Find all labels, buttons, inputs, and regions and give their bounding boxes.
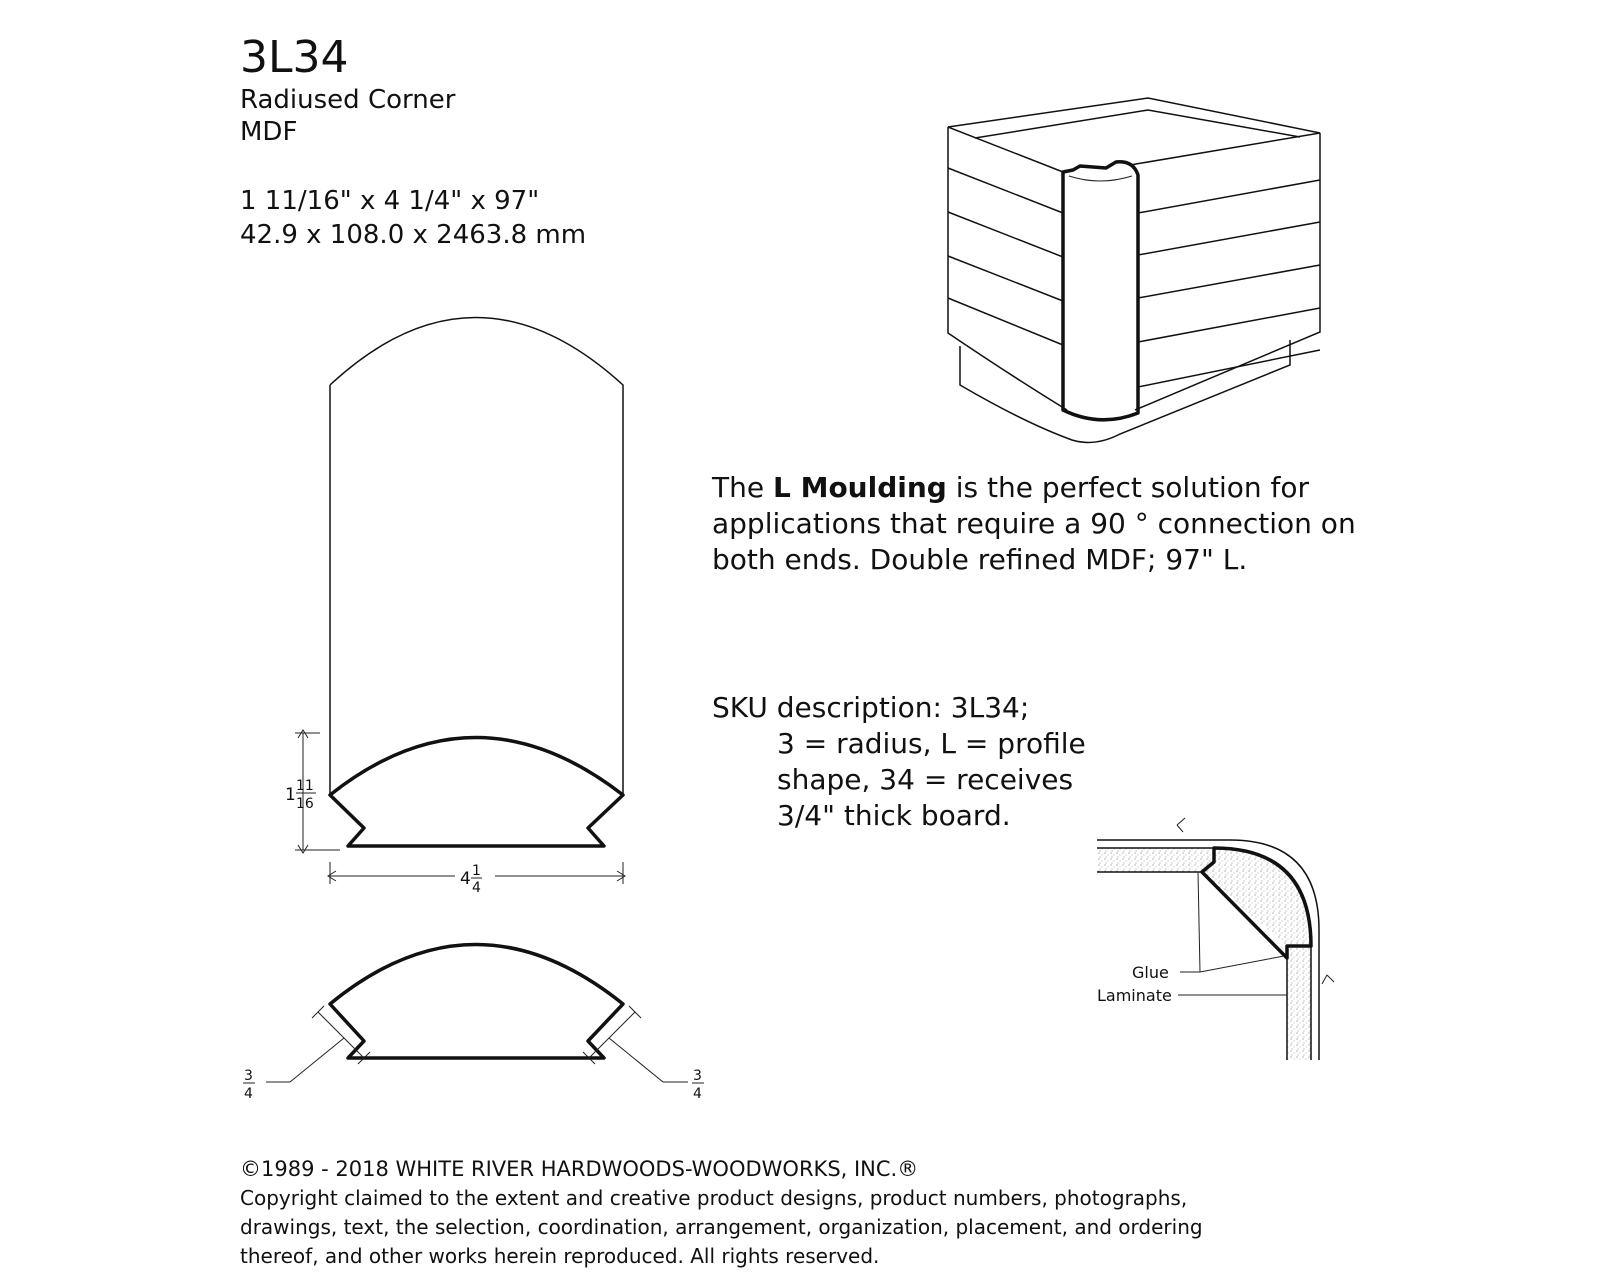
glue-label: Glue xyxy=(1132,963,1169,982)
moulding-profile-grooves xyxy=(266,945,688,1083)
sku-description: SKU description: 3L34; 3 = radius, L = profile shape, 34 = receives 3/4" thick board. xyxy=(712,691,1086,832)
width-dimension-denominator: 4 xyxy=(472,880,481,896)
width-dimension-whole: 4 xyxy=(460,869,471,889)
moulding-profile-top xyxy=(295,730,625,884)
laminate-label: Laminate xyxy=(1097,986,1172,1005)
corner-box-illustration xyxy=(948,98,1320,442)
height-dimension-denominator: 16 xyxy=(296,796,314,812)
corner-section-detail xyxy=(1097,818,1334,1060)
product-material: MDF xyxy=(240,117,298,147)
height-dimension-whole: 1 xyxy=(285,785,296,805)
product-description: The L Moulding is the perfect solution for applications that require a 90 ° connection on both ends. Double refined MDF; 97" L. xyxy=(712,471,1356,576)
dimensions-metric: 42.9 x 108.0 x 2463.8 mm xyxy=(240,220,587,250)
dimensions-imperial: 1 11/16" x 4 1/4" x 97" xyxy=(240,186,540,216)
product-code: 3L34 xyxy=(240,32,349,83)
width-dimension-numerator: 1 xyxy=(472,863,481,879)
left-groove-denominator: 4 xyxy=(244,1086,253,1102)
product-name: Radiused Corner xyxy=(240,85,456,115)
product-type: L Moulding xyxy=(772,471,947,504)
moulding-length-view xyxy=(330,318,623,796)
copyright-notice: ©1989 - 2018 WHITE RIVER HARDWOODS-WOODWORKS, INC.® Copyright claimed to the extent and creative product designs, product numbers, photographs, drawings, text, the selection, coordination, arrangement, organization, placement, and ordering thereof, and other works herein reproduced. All rights reserved. xyxy=(240,1157,1203,1268)
right-groove-numerator: 3 xyxy=(693,1068,702,1084)
height-dimension-numerator: 11 xyxy=(296,778,314,794)
right-groove-denominator: 4 xyxy=(693,1086,702,1102)
left-groove-numerator: 3 xyxy=(244,1068,253,1084)
